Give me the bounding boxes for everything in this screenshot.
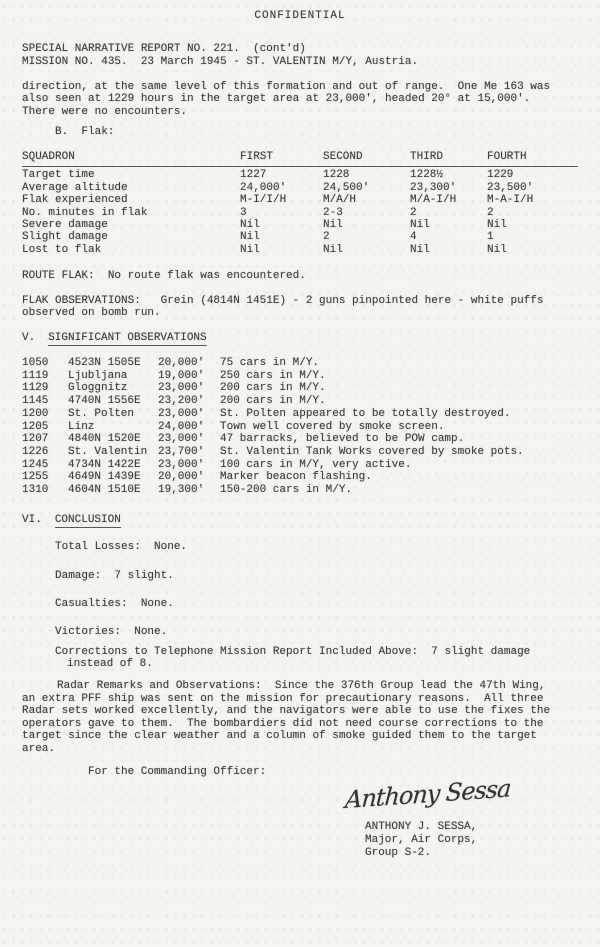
obs-altitude: 20,000'	[158, 357, 205, 369]
obs-remark: 200 cars in M/Y.	[220, 382, 326, 395]
obs-location: 4840N 1520E	[68, 433, 141, 446]
obs-remark: 150-200 cars in M/Y.	[220, 484, 353, 497]
significant-observations-heading	[22, 332, 207, 346]
list-item	[22, 446, 578, 459]
cell: Nil	[323, 219, 343, 232]
flak-col-first: FIRST	[240, 151, 274, 163]
obs-altitude: 20,000'	[158, 471, 205, 484]
flak-table-body	[22, 167, 578, 256]
obs-location: 4734N 1422E	[68, 458, 141, 471]
row-label: Slight damage	[22, 231, 108, 244]
table-row	[22, 169, 578, 181]
section-title: CONCLUSION	[55, 514, 121, 528]
list-item	[22, 421, 578, 434]
mission-line: MISSION NO. 435. 23 March 1945 - ST. VALENTIN M/Y, Austria.	[22, 55, 419, 68]
conclusion-total-losses: Total Losses: None.	[55, 541, 188, 553]
conclusion-casualties: Casualties: None.	[55, 598, 174, 610]
obs-location: St. Polten	[68, 407, 135, 420]
obs-time: 1207	[22, 433, 49, 446]
cell: Nil	[240, 243, 260, 256]
table-row	[22, 231, 578, 243]
list-item	[22, 382, 578, 395]
classification-banner: CONFIDENTIAL	[254, 10, 346, 22]
table-row	[22, 244, 578, 256]
obs-remark: 200 cars in M/Y.	[220, 395, 326, 408]
handwritten-signature: Anthony Sessa	[344, 774, 512, 815]
obs-location: 4649N 1439E	[68, 471, 141, 484]
row-label: Average altitude	[22, 181, 128, 194]
conclusion-damage: Damage: 7 slight.	[55, 570, 174, 582]
signer-unit: Group S-2.	[365, 846, 432, 859]
list-item	[22, 370, 578, 383]
obs-altitude: 23,000'	[158, 407, 205, 420]
table-row	[22, 219, 578, 231]
obs-altitude: 23,200'	[158, 395, 205, 408]
list-item	[22, 408, 578, 421]
cell: Nil	[487, 219, 507, 232]
obs-remark: 75 cars in M/Y.	[220, 357, 320, 369]
obs-location: 4740N 1556E	[68, 395, 141, 408]
for-commanding-officer-line: For the Commanding Officer:	[88, 766, 267, 778]
signer-name: ANTHONY J. SESSA,	[365, 821, 478, 833]
section-number: VI.	[22, 514, 42, 526]
obs-remark: St. Valentin Tank Works covered by smoke pots.	[220, 445, 524, 458]
conclusion-heading	[22, 514, 121, 528]
cell: Nil	[323, 243, 343, 256]
obs-altitude: 23,700'	[158, 445, 205, 458]
obs-altitude: 19,000'	[158, 369, 205, 382]
cell: 1	[487, 231, 494, 244]
list-item	[22, 484, 578, 497]
cell: 2	[410, 206, 417, 219]
corrections-note: Corrections to Telephone Mission Report Included Above: 7 slight damage instead of 8.	[55, 646, 537, 671]
obs-time: 1145	[22, 395, 49, 408]
obs-time: 1129	[22, 382, 49, 395]
row-label: Severe damage	[22, 219, 108, 232]
flak-observations-paragraph: FLAK OBSERVATIONS: Grein (4814N 1451E) - 2 guns pinpointed here - white puffs observed on bomb run.	[22, 295, 551, 320]
obs-time: 1050	[22, 357, 49, 369]
obs-altitude: 19,300'	[158, 484, 205, 497]
obs-time: 1310	[22, 484, 49, 497]
cell: 1227	[240, 169, 267, 182]
table-row	[22, 194, 578, 206]
obs-location: 4523N 1505E	[68, 357, 141, 369]
obs-time: 1255	[22, 471, 49, 484]
flak-col-second: SECOND	[323, 151, 363, 163]
flak-col-third: THIRD	[410, 151, 444, 163]
cell: Nil	[410, 243, 430, 256]
report-title-line: SPECIAL NARRATIVE REPORT NO. 221. (cont'd)	[22, 43, 306, 55]
report-header	[22, 43, 418, 69]
cell: 1228	[323, 169, 350, 182]
cell: 2	[323, 231, 330, 244]
obs-remark: Marker beacon flashing.	[220, 471, 372, 484]
cell: 24,500'	[323, 181, 370, 194]
flak-section-heading: B. Flak:	[55, 126, 115, 138]
table-row	[22, 207, 578, 219]
cell: 23,300'	[410, 181, 457, 194]
cell: Nil	[240, 231, 260, 244]
list-item	[22, 395, 578, 408]
cell: 3	[240, 206, 247, 219]
obs-altitude: 24,000'	[158, 420, 205, 433]
section-title: SIGNIFICANT OBSERVATIONS	[48, 332, 206, 346]
route-flak-line: ROUTE FLAK: No route flak was encountered.	[22, 270, 306, 282]
obs-location: St. Valentin	[68, 445, 148, 458]
cell: M/A-I/H	[410, 194, 457, 207]
cell: Nil	[240, 219, 260, 232]
obs-time: 1119	[22, 369, 49, 382]
cell: M/A/H	[323, 194, 357, 207]
table-row	[22, 182, 578, 194]
signature-block	[365, 821, 477, 860]
row-label: Flak experienced	[22, 194, 128, 207]
signer-rank: Major, Air Corps,	[365, 833, 478, 846]
list-item	[22, 459, 578, 472]
observations-list	[22, 357, 578, 497]
cell: 2-3	[323, 206, 343, 219]
obs-remark: St. Polten appeared to be totally destroyed.	[220, 407, 511, 420]
cell: 1229	[487, 169, 514, 182]
cell: Nil	[410, 219, 430, 232]
radar-remarks-paragraph: Radar Remarks and Observations: Since the 376th Group lead the 47th Wing, an extra PFF ship was sent on the mission for precautionary reasons. All three Radar sets worked excellently, and the navigators were able to use the fixes the operators gave to them. The bombardiers did not need course corrections to the target since the clear weather and a column of smoke guided them to the target area.	[22, 680, 557, 755]
row-label: Target time	[22, 169, 95, 182]
row-label: Lost to flak	[22, 243, 102, 256]
obs-remark: 47 barracks, believed to be POW camp.	[220, 433, 465, 446]
obs-location: Linz	[68, 420, 95, 433]
flak-col-fourth: FOURTH	[487, 151, 527, 163]
section-number: V.	[22, 332, 36, 344]
obs-remark: Town well covered by smoke screen.	[220, 420, 445, 433]
cell: 4	[410, 231, 417, 244]
list-item	[22, 433, 578, 446]
obs-altitude: 23,000'	[158, 382, 205, 395]
obs-location: Gloggnitz	[68, 382, 128, 395]
obs-location: 4604N 1510E	[68, 484, 141, 497]
flak-table-header-row	[22, 151, 578, 167]
cell: M-A-I/H	[487, 194, 534, 207]
obs-remark: 100 cars in M/Y, very active.	[220, 458, 412, 471]
cell: Nil	[487, 243, 507, 256]
flak-col-squadron: SQUADRON	[22, 151, 75, 163]
obs-altitude: 23,000'	[158, 433, 205, 446]
cell: 23,500'	[487, 181, 534, 194]
obs-location: Ljubljana	[68, 369, 128, 382]
flak-table	[22, 151, 578, 256]
intro-paragraph: direction, at the same level of this formation and out of range. One Me 163 was also seen at 1229 hours in the target area at 23,000', headed 20° at 15,000'. There were no encounters.	[22, 81, 557, 118]
obs-time: 1200	[22, 407, 49, 420]
cell: 1228½	[410, 169, 444, 182]
obs-time: 1226	[22, 445, 49, 458]
obs-remark: 250 cars in M/Y.	[220, 369, 326, 382]
obs-time: 1205	[22, 420, 49, 433]
list-item	[22, 471, 578, 484]
cell: 24,000'	[240, 181, 287, 194]
cell: M-I/I/H	[240, 194, 287, 207]
list-item	[22, 357, 578, 370]
cell: 2	[487, 206, 494, 219]
obs-altitude: 23,000'	[158, 458, 205, 471]
obs-time: 1245	[22, 458, 49, 471]
conclusion-victories: Victories: None.	[55, 626, 168, 638]
row-label: No. minutes in flak	[22, 206, 148, 219]
